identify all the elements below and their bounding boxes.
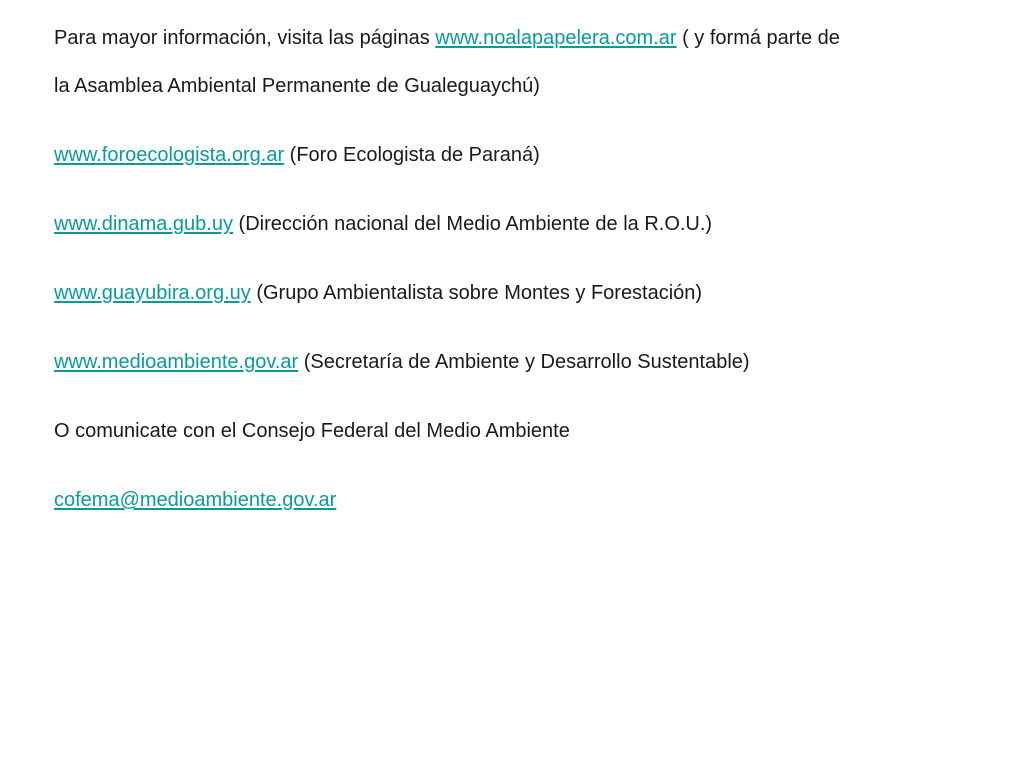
contact-email-line <box>54 476 994 524</box>
link-item-medioambiente <box>54 338 994 386</box>
slide-content <box>54 14 994 524</box>
medioambiente-description: (Secretaría de Ambiente y Desarrollo Sustentable) <box>298 351 750 373</box>
intro-line-1 <box>54 14 994 62</box>
link-item-foroecologista <box>54 131 994 179</box>
link-item-dinama <box>54 200 994 248</box>
guayubira-description: (Grupo Ambientalista sobre Montes y Forestación) <box>250 282 703 304</box>
contact-text: O comunicate con el Consejo Federal del Medio Ambiente <box>54 420 570 442</box>
foroecologista-link[interactable]: www.foroecologista.org.ar <box>54 144 285 166</box>
link-item-guayubira <box>54 269 994 317</box>
foroecologista-description: (Foro Ecologista de Paraná) <box>284 144 540 166</box>
cofema-email-link[interactable]: cofema@medioambiente.gov.ar <box>54 489 337 511</box>
intro-text-after: ( y formá parte de <box>676 27 840 49</box>
medioambiente-link[interactable]: www.medioambiente.gov.ar <box>54 351 299 373</box>
dinama-link[interactable]: www.dinama.gub.uy <box>54 213 233 235</box>
intro-line-2: la Asamblea Ambiental Permanente de Gualeguaychú) <box>54 75 540 97</box>
intro-text-before: Para mayor información, visita las páginas <box>54 27 436 49</box>
dinama-description: (Dirección nacional del Medio Ambiente de la R.O.U.) <box>232 213 713 235</box>
noalapapelera-link[interactable]: www.noalapapelera.com.ar <box>435 27 677 49</box>
guayubira-link[interactable]: www.guayubira.org.uy <box>54 282 251 304</box>
